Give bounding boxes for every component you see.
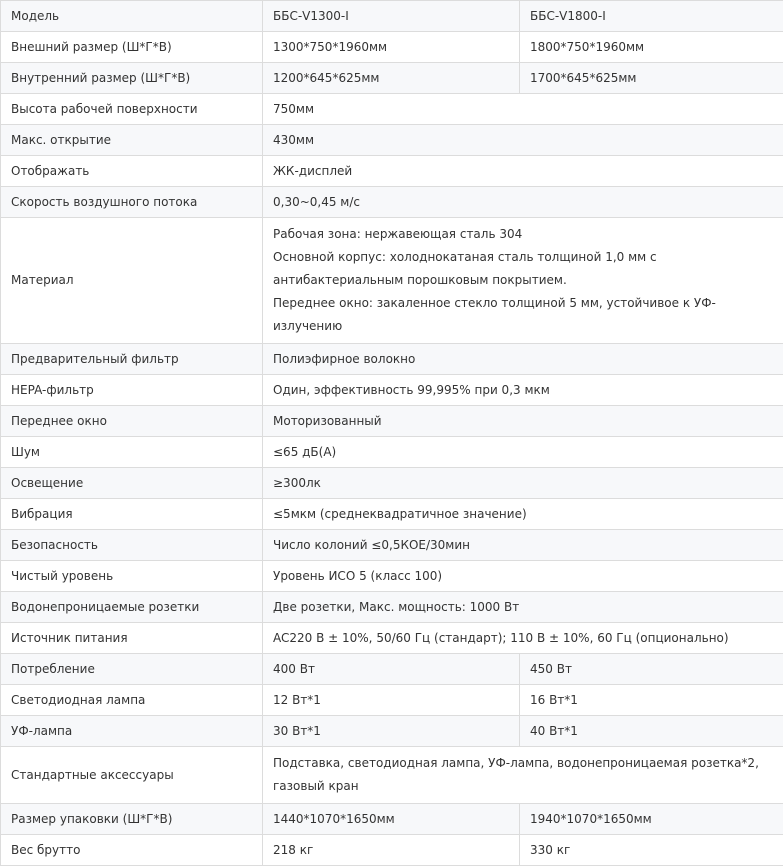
- row-label: Вибрация: [1, 499, 263, 530]
- row-value: ≤5мкм (среднеквадратичное значение): [263, 499, 783, 530]
- value-v1800: ББС-V1800-I: [520, 1, 783, 32]
- table-row-external-size: [1, 32, 783, 63]
- row-label: Высота рабочей поверхности: [1, 94, 263, 125]
- table-row-power-supply: [1, 623, 783, 654]
- table-row-lighting: [1, 468, 783, 499]
- row-value: 0,30~0,45 м/с: [263, 187, 783, 218]
- value-v1800: 450 Вт: [520, 654, 783, 685]
- table-row-front-window: [1, 406, 783, 437]
- row-label: Переднее окно: [1, 406, 263, 437]
- value-v1800: 1800*750*1960мм: [520, 32, 783, 63]
- value-v1300: 12 Вт*1: [263, 685, 520, 716]
- table-row-vibration: [1, 499, 783, 530]
- value-v1300: 1200*645*625мм: [263, 63, 520, 94]
- row-label: Источник питания: [1, 623, 263, 654]
- row-label: HEPA-фильтр: [1, 375, 263, 406]
- value-v1800: 40 Вт*1: [520, 716, 783, 747]
- value-v1800: 16 Вт*1: [520, 685, 783, 716]
- table-row-hepa: [1, 375, 783, 406]
- table-row-prefilter: [1, 344, 783, 375]
- table-row-uv-lamp: [1, 716, 783, 747]
- material-line-front-window: Переднее окно: закаленное стекло толщиной 5 мм, устойчивое к УФ-излучению: [273, 292, 773, 338]
- row-value: Моторизованный: [263, 406, 783, 437]
- table-row-airflow: [1, 187, 783, 218]
- row-value-multiline: [263, 218, 783, 344]
- row-value: ≤65 дБ(A): [263, 437, 783, 468]
- table-row-display: [1, 156, 783, 187]
- row-value: 750мм: [263, 94, 783, 125]
- value-v1300: 1300*750*1960мм: [263, 32, 520, 63]
- row-label: Водонепроницаемые розетки: [1, 592, 263, 623]
- row-label: Размер упаковки (Ш*Г*В): [1, 804, 263, 835]
- row-label: Стандартные аксессуары: [1, 747, 263, 804]
- value-v1300: ББС-V1300-I: [263, 1, 520, 32]
- table-row-noise: [1, 437, 783, 468]
- value-v1800: 1700*645*625мм: [520, 63, 783, 94]
- row-label: Чистый уровень: [1, 561, 263, 592]
- row-value: ≥300лк: [263, 468, 783, 499]
- table-row-package-size: [1, 804, 783, 835]
- row-value: Уровень ИСО 5 (класс 100): [263, 561, 783, 592]
- table-row-sockets: [1, 592, 783, 623]
- row-label: Макс. открытие: [1, 125, 263, 156]
- row-label: Вес брутто: [1, 835, 263, 866]
- table-row-clean-level: [1, 561, 783, 592]
- row-value: Полиэфирное волокно: [263, 344, 783, 375]
- value-v1800: 330 кг: [520, 835, 783, 866]
- value-v1300: 1440*1070*1650мм: [263, 804, 520, 835]
- row-label: Потребление: [1, 654, 263, 685]
- row-label: Внешний размер (Ш*Г*В): [1, 32, 263, 63]
- row-label: Шум: [1, 437, 263, 468]
- row-value: Число колоний ≤0,5КОЕ/30мин: [263, 530, 783, 561]
- row-value: Один, эффективность 99,995% при 0,3 мкм: [263, 375, 783, 406]
- value-v1300: 218 кг: [263, 835, 520, 866]
- row-label: Внутренний размер (Ш*Г*В): [1, 63, 263, 94]
- row-value: Две розетки, Макс. мощность: 1000 Вт: [263, 592, 783, 623]
- row-value: ЖК-дисплей: [263, 156, 783, 187]
- row-label: Материал: [1, 218, 263, 344]
- row-value: 430мм: [263, 125, 783, 156]
- table-row-led-lamp: [1, 685, 783, 716]
- row-label: УФ-лампа: [1, 716, 263, 747]
- row-label: Предварительный фильтр: [1, 344, 263, 375]
- row-label: Безопасность: [1, 530, 263, 561]
- row-value: AC220 В ± 10%, 50/60 Гц (стандарт); 110 В ± 10%, 60 Гц (опционально): [263, 623, 783, 654]
- table-row-consumption: [1, 654, 783, 685]
- table-row-internal-size: [1, 63, 783, 94]
- table-row-model: [1, 1, 783, 32]
- material-line-body: Основной корпус: холоднокатаная сталь толщиной 1,0 мм с антибактериальным порошковым покрытием.: [273, 246, 773, 292]
- table-row-safety: [1, 530, 783, 561]
- row-label: Модель: [1, 1, 263, 32]
- row-label: Освещение: [1, 468, 263, 499]
- table-row-material: [1, 218, 783, 344]
- row-label: Светодиодная лампа: [1, 685, 263, 716]
- table-row-max-opening: [1, 125, 783, 156]
- row-label: Отображать: [1, 156, 263, 187]
- value-v1800: 1940*1070*1650мм: [520, 804, 783, 835]
- table-row-gross-weight: [1, 835, 783, 866]
- value-v1300: 30 Вт*1: [263, 716, 520, 747]
- table-row-work-surface-height: [1, 94, 783, 125]
- row-label: Скорость воздушного потока: [1, 187, 263, 218]
- value-v1300: 400 Вт: [263, 654, 520, 685]
- table-row-accessories: [1, 747, 783, 804]
- material-line-work-zone: Рабочая зона: нержавеющая сталь 304: [273, 223, 773, 246]
- row-value: Подставка, светодиодная лампа, УФ-лампа, водонепроницаемая розетка*2, газовый кран: [263, 747, 783, 804]
